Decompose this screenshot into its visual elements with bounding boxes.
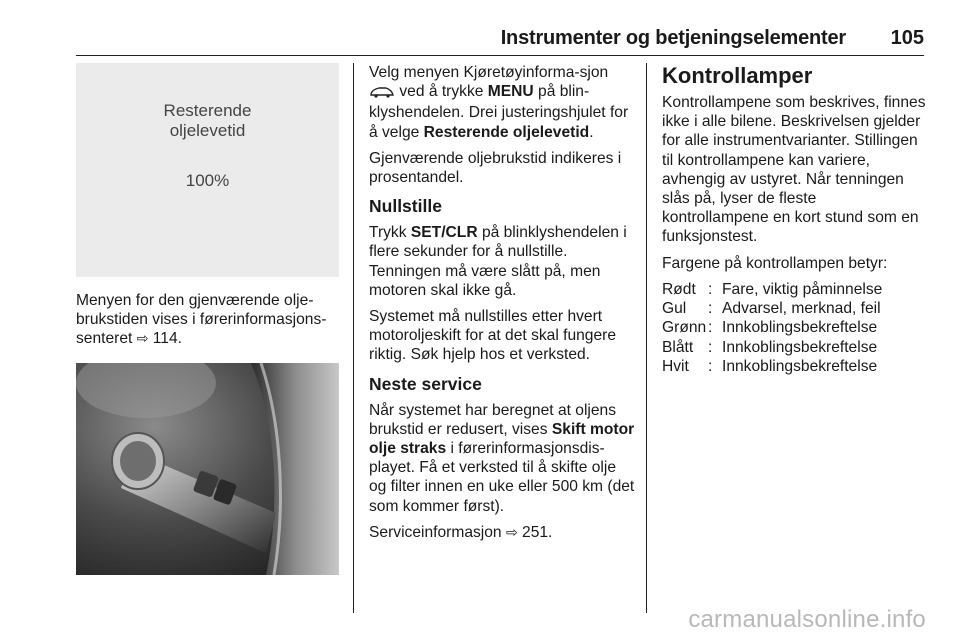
- paragraph-percentage: Gjenværende oljebrukstid indikeres i prosentandel.: [369, 149, 622, 187]
- oil-life-display-figure: [76, 63, 339, 277]
- color-separator: :: [708, 280, 713, 298]
- display-oil-life-value: 100%: [185, 171, 230, 190]
- display-title-line-2: oljelevetid: [169, 121, 246, 140]
- color-description: Innkoblingsbekreftelse: [722, 319, 878, 337]
- change-oil-message: Skift motor olje straks: [369, 420, 635, 458]
- color-name: Grønn: [662, 319, 707, 337]
- color-meaning-table: [662, 280, 926, 376]
- paragraph-next-service: [369, 401, 635, 516]
- column-2: [369, 63, 635, 549]
- color-name: Hvit: [662, 358, 689, 376]
- color-separator: :: [708, 319, 713, 337]
- paragraph-reset-instructions: [369, 223, 635, 300]
- color-row: [662, 318, 926, 337]
- display-title-line-1: Resterende: [163, 101, 252, 120]
- stalk-photo-illustration: [76, 363, 339, 575]
- color-row: [662, 299, 926, 318]
- p1-bold-oil-life: Resterende oljelevetid: [423, 123, 590, 141]
- color-row: [662, 280, 926, 299]
- caption-text: Menyen for den gjenværende olje-brukstiden vises i førerinformasjons-senteret: [76, 292, 327, 348]
- heading-next-service: Neste service: [369, 373, 482, 394]
- paragraph-colors-intro: Fargene på kontrollampen betyr:: [662, 254, 888, 272]
- color-separator: :: [708, 358, 713, 376]
- reference-arrow-icon: ⇨: [136, 330, 149, 347]
- display-title: [76, 101, 339, 141]
- heading-warning-lights: Kontrollamper: [662, 63, 813, 88]
- heading-reset: Nullstille: [369, 196, 442, 217]
- color-row: [662, 338, 926, 357]
- color-name: Blått: [662, 338, 694, 356]
- paragraph-reset-note: Systemet må nullstilles etter hvert motoroljeskift for at det skal fungere riktig. Søk hjelp hos et verksted.: [369, 308, 617, 364]
- p3-text-b: på blinklyshendelen i flere sekunder for å nullstille. Tenningen må være slått på, men motoren skal ikke gå.: [369, 224, 627, 299]
- column-3: [662, 63, 926, 376]
- color-name: Rødt: [662, 280, 696, 298]
- p1-text-c: på blin-klyshendelen. Drei justeringshjulet for å velge: [369, 83, 629, 141]
- header-divider: [76, 55, 924, 56]
- p5-text-b: i førerinformasjonsdis-playet. Få et verksted til å skifte olje og filter innen en uke eller 500 km (det som kommer først).: [369, 440, 635, 515]
- set-clr-label: SET/CLR: [410, 224, 478, 242]
- figure-caption: [76, 291, 340, 349]
- column-divider-2: [646, 63, 647, 613]
- p5-text-a: Når systemet har beregnet at oljens brukstid er redusert, vises: [369, 401, 617, 438]
- column-divider-1: [353, 63, 354, 613]
- car-menu-icon: [369, 84, 395, 103]
- service-info-page-ref[interactable]: 251.: [522, 523, 553, 541]
- page-header-title: Instrumenter og betjeningselementer: [500, 27, 846, 49]
- p1-text-a: Velg menyen Kjøretøyinforma-sjon: [369, 64, 609, 81]
- watermark: carmanualsonline.info: [688, 606, 926, 633]
- color-name: Gul: [662, 300, 687, 318]
- turn-signal-stalk-photo: [76, 363, 339, 575]
- color-description: Fare, viktig påminnelse: [722, 280, 883, 298]
- column-1: [76, 63, 340, 575]
- color-description: Advarsel, merknad, feil: [722, 300, 881, 318]
- color-row: [662, 357, 926, 376]
- service-info-text: Serviceinformasjon: [369, 523, 502, 541]
- paragraph-service-info: [369, 523, 635, 542]
- p3-text-a: Trykk: [369, 224, 407, 242]
- page-number: 105: [890, 27, 924, 49]
- color-separator: :: [708, 300, 713, 318]
- paragraph-select-menu: [369, 63, 635, 142]
- color-separator: :: [708, 338, 713, 356]
- p1-text-b: ved å trykke: [399, 83, 484, 101]
- caption-page-ref[interactable]: 114.: [152, 330, 182, 348]
- paragraph-warning-lights-intro: Kontrollampene som beskrives, finnes ikke i alle bilene. Beskrivelsen gjelder for alle instrumentvarianter. Stillingen til kontrollampene kan variere, avhengig av ustyret. Når tenningen slås på, lyser de fleste kontrollampene en kort stund som en funksjonstest.: [662, 94, 926, 246]
- color-description: Innkoblingsbekreftelse: [722, 338, 878, 356]
- reference-arrow-icon: ⇨: [505, 523, 518, 540]
- color-description: Innkoblingsbekreftelse: [722, 358, 878, 376]
- menu-button-label: MENU: [487, 83, 534, 101]
- p1-end: .: [589, 123, 594, 141]
